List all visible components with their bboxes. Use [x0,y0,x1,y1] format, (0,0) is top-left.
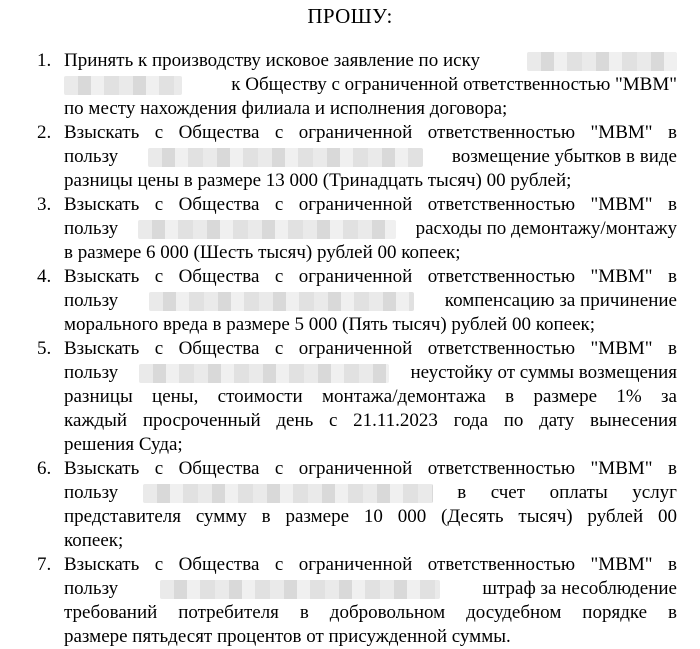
text-fragment: копеек; [64,530,124,551]
text-fragment: пользу [64,290,119,311]
text-line [64,457,677,481]
list-item [0,337,677,457]
text-fragment: Взыскать [64,338,140,359]
redacted-name [138,220,396,239]
list-item-number: 5. [37,338,52,359]
text-fragment: разницы цены в размере 13 000 (Тринадцать тысяч) 00 рублей; [64,170,572,191]
text-fragment: с [154,338,164,359]
text-line [64,169,677,193]
redacted-name [139,364,389,383]
text-fragment: с [274,266,284,287]
text-fragment: Общества [178,194,260,215]
list-item-number: 7. [37,554,52,575]
text-fragment: к Обществу с ограниченной ответственностью "МВМ" [231,74,677,95]
text-fragment: в [667,266,677,287]
text-line [64,553,677,577]
list-item-number: 6. [37,458,52,479]
list-item [0,193,677,265]
text-fragment: услуг [632,482,677,503]
text-fragment: ответственностью [427,122,576,143]
text-fragment: "МВМ" [590,194,653,215]
text-fragment: 00 [657,506,677,527]
text-fragment: ограниченной [298,266,413,287]
text-fragment: с [154,122,164,143]
text-fragment: пользу [64,146,119,167]
text-fragment: в [667,554,677,575]
text-fragment: Общества [178,266,260,287]
text-line [64,193,677,217]
list-item [0,265,677,337]
text-fragment: по [503,410,524,431]
text-fragment: Общества [178,554,260,575]
request-list [0,49,700,649]
text-fragment: потребителя [178,602,279,623]
text-fragment: с [274,338,284,359]
text-fragment: Общества [178,338,260,359]
text-fragment: 1% [616,386,642,407]
document-heading: ПРОШУ: [307,4,393,28]
text-fragment: компенсацию за причинение [444,290,677,311]
text-fragment: в [667,458,677,479]
text-fragment: счет [490,482,526,503]
text-fragment: возмещение убытков в виде [451,146,677,167]
text-fragment: 10 [363,506,383,527]
text-fragment: решения Суда; [64,434,183,455]
text-fragment: Взыскать [64,194,140,215]
text-fragment: в [261,506,271,527]
text-fragment: ограниченной [298,458,413,479]
text-line [64,49,677,73]
list-item [0,121,677,193]
text-fragment: ответственностью [427,266,576,287]
text-fragment: с [329,410,338,431]
list-item [0,49,677,121]
text-fragment: Общества [178,122,260,143]
text-fragment: ограниченной [298,554,413,575]
text-fragment: размере [533,386,598,407]
text-fragment: морального вреда в размере 5 000 (Пять тысяч) рублей 00 копеек; [64,314,596,335]
text-fragment: с [274,194,284,215]
text-fragment: Взыскать [64,554,140,575]
list-item-number: 2. [37,122,52,143]
text-line [64,217,677,241]
text-fragment: с [154,266,164,287]
text-fragment: вынесения [589,410,677,431]
text-fragment: оплаты [549,482,608,503]
text-line [64,241,677,265]
text-fragment: разницы [64,386,133,407]
redacted-name [64,76,182,95]
text-fragment: в размере 6 000 (Шесть тысяч) рублей 00 копеек; [64,242,461,263]
text-fragment: пользу [64,218,119,239]
list-item [0,457,677,553]
list-item-number: 3. [37,194,52,215]
text-fragment: ограниченной [298,194,413,215]
text-fragment: ответственностью [427,458,576,479]
text-fragment: "МВМ" [590,266,653,287]
text-line [64,385,677,409]
redacted-name [148,148,423,167]
text-line [64,529,677,553]
text-fragment: дату [539,410,575,431]
text-fragment: "МВМ" [590,458,653,479]
text-fragment: размере [285,506,350,527]
list-item-number: 1. [37,50,52,71]
text-fragment: с [274,122,284,143]
text-fragment: с [274,554,284,575]
text-fragment: Взыскать [64,266,140,287]
text-fragment: "МВМ" [590,122,653,143]
text-fragment: 21.11.2023 [353,410,438,431]
text-fragment: расходы по демонтажу/монтажу [415,218,677,239]
text-fragment: "МВМ" [590,554,653,575]
text-fragment: "МВМ" [590,338,653,359]
text-fragment: монтажа/демонтажа [322,386,486,407]
text-fragment: пользу [64,362,119,383]
text-fragment: ответственностью [427,194,576,215]
text-line [64,361,677,385]
text-fragment: в [505,386,515,407]
text-fragment: сумму [195,506,247,527]
redacted-name [527,52,677,71]
text-fragment: досудебном [466,602,562,623]
text-fragment: Взыскать [64,122,140,143]
text-line [64,145,677,169]
text-line [64,409,677,433]
redacted-name [149,292,414,311]
text-fragment: за [660,386,677,407]
redacted-name [143,484,433,503]
text-fragment: в [299,602,309,623]
redacted-name [160,580,440,599]
text-fragment: представителя [64,506,182,527]
text-fragment: ограниченной [298,338,413,359]
text-line [64,97,677,121]
text-fragment: в [457,482,467,503]
text-fragment: размере пятьдесят процентов от присужденной суммы. [64,626,511,647]
text-fragment: по месту нахождения филиала и исполнения договора; [64,98,508,119]
text-fragment: с [154,194,164,215]
text-fragment: (Десять [441,506,504,527]
text-fragment: каждый [64,410,128,431]
text-fragment: ответственностью [427,554,576,575]
text-line [64,265,677,289]
text-line [64,505,677,529]
text-fragment: года [453,410,489,431]
text-line [64,337,677,361]
text-fragment: Общества [178,458,260,479]
text-line [64,625,677,649]
text-line [64,121,677,145]
text-fragment: с [154,554,164,575]
text-fragment: штраф за несоблюдение [482,578,677,599]
text-fragment: с [274,458,284,479]
text-fragment: порядке [582,602,648,623]
text-line [64,601,677,625]
text-fragment: 000 [397,506,427,527]
text-line [64,313,677,337]
text-fragment: неустойку от суммы возмещения [410,362,677,383]
text-fragment: ограниченной [298,122,413,143]
text-fragment: с [154,458,164,479]
text-line [64,73,677,97]
text-fragment: просроченный [142,410,261,431]
text-fragment: в [667,338,677,359]
text-fragment: в [667,122,677,143]
text-line [64,481,677,505]
text-fragment: Принять к производству исковое заявление по иску [64,50,481,71]
text-fragment: пользу [64,482,119,503]
text-fragment: добровольном [329,602,446,623]
text-fragment: цены, [152,386,199,407]
text-fragment: пользу [64,578,119,599]
text-fragment: Взыскать [64,458,140,479]
text-fragment: в [667,194,677,215]
text-fragment: в [668,602,677,623]
text-fragment: ответственностью [427,338,576,359]
text-fragment: требований [64,602,158,623]
text-fragment: рублей [587,506,644,527]
text-fragment: стоимости [217,386,303,407]
text-fragment: тысяч) [518,506,573,527]
text-line [64,289,677,313]
text-line [64,433,677,457]
text-line [64,577,677,601]
text-fragment: день [276,410,314,431]
list-item-number: 4. [37,266,52,287]
list-item [0,553,677,649]
